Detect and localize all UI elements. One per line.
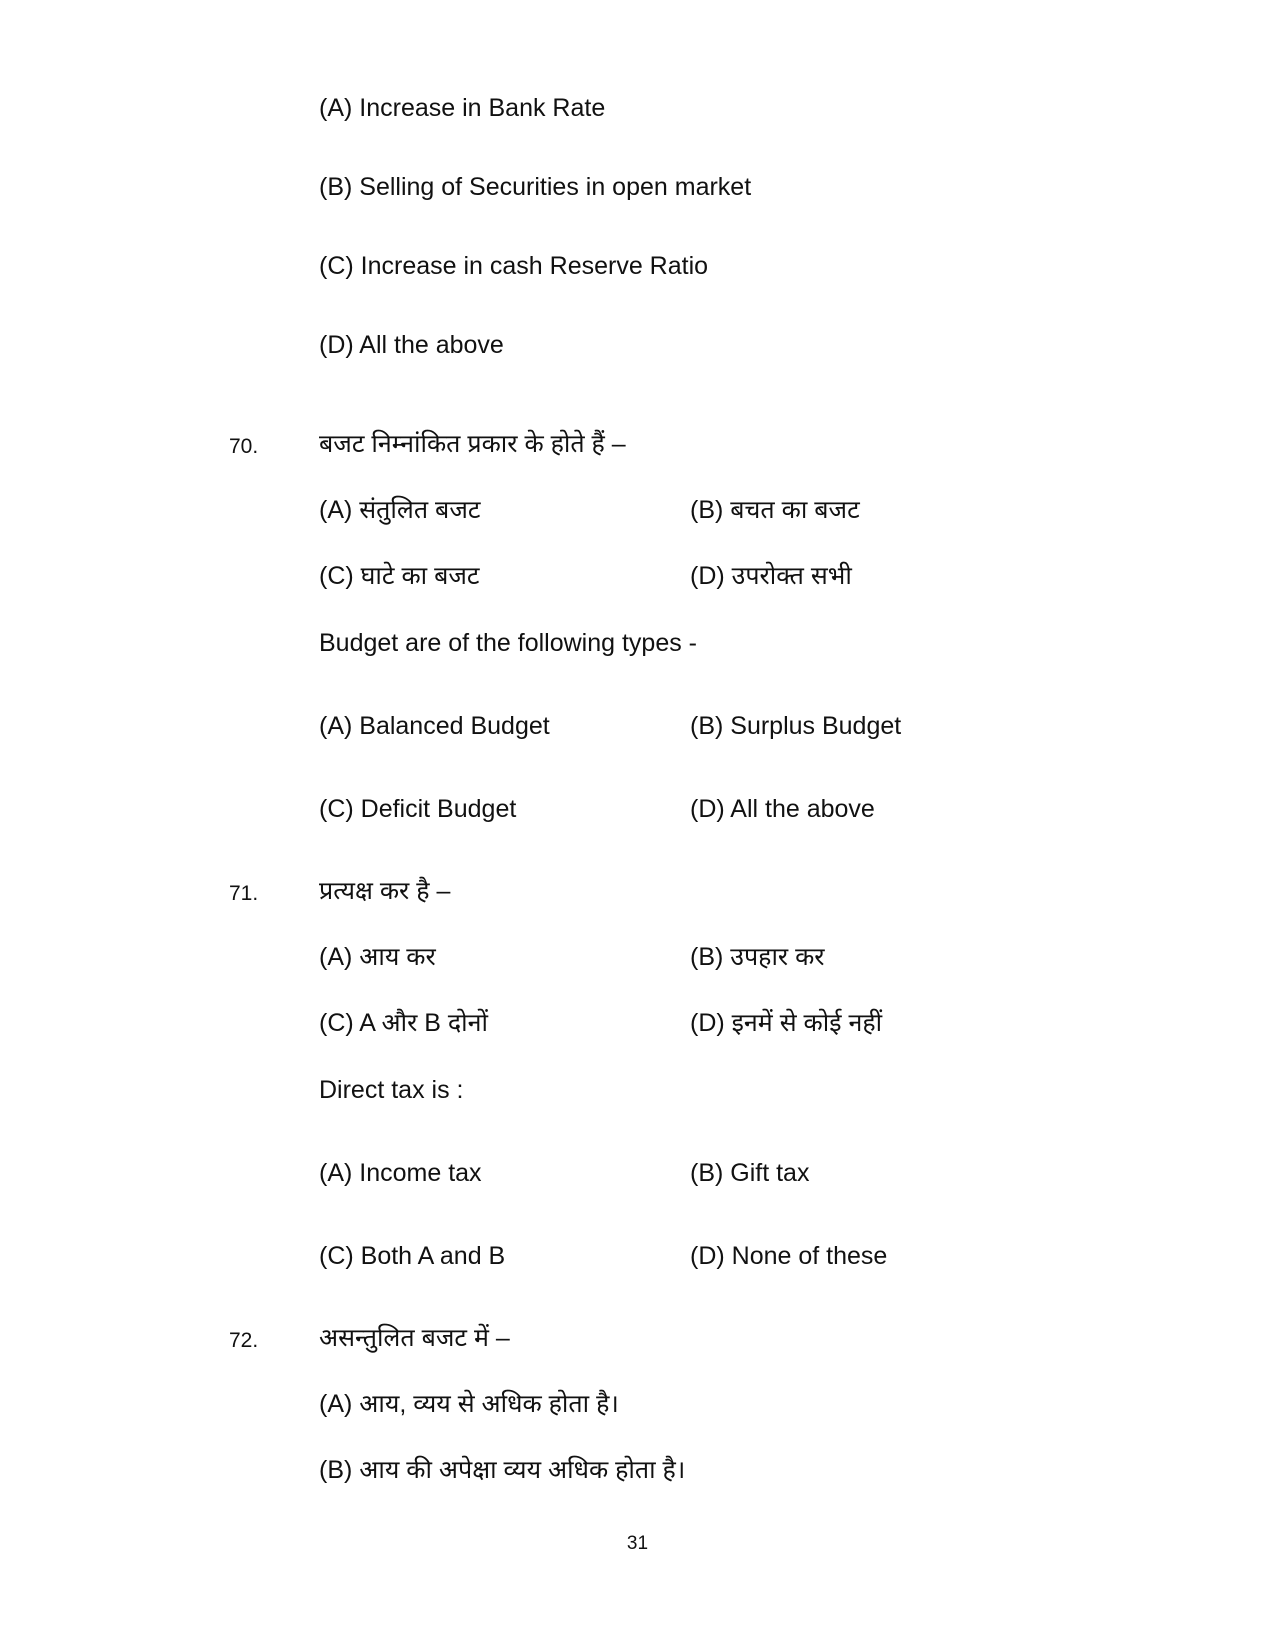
q70-hindi-option-d: (D) उपरोक्त सभी [690,562,852,590]
q70-number: 70. [229,435,259,458]
q70-hindi-option-a: (A) संतुलित बजट [319,496,481,524]
q72-hindi-option-a: (A) आय, व्यय से अधिक होता है। [319,1390,619,1418]
q70-english-question: Budget are of the following types - [319,629,698,657]
q71-english-question: Direct tax is : [319,1076,464,1104]
q72-hindi-question: असन्तुलित बजट में – [319,1324,510,1352]
page-number: 31 [626,1533,649,1554]
q71-hindi-question: प्रत्यक्ष कर है – [319,877,451,905]
q71-hindi-option-a: (A) आय कर [319,943,436,971]
q70-english-option-c: (C) Deficit Budget [319,795,517,823]
q70-hindi-option-b: (B) बचत का बजट [690,496,860,524]
q70-english-option-b: (B) Surplus Budget [690,712,902,740]
q71-english-option-b: (B) Gift tax [690,1159,810,1187]
q69-option-d: (D) All the above [319,331,504,359]
q70-english-option-a: (A) Balanced Budget [319,712,550,740]
q69-option-c: (C) Increase in cash Reserve Ratio [319,252,709,280]
q69-option-b: (B) Selling of Securities in open market [319,173,752,201]
q70-hindi-option-c: (C) घाटे का बजट [319,562,480,590]
q69-option-a: (A) Increase in Bank Rate [319,94,606,122]
q71-english-option-c: (C) Both A and B [319,1242,506,1270]
q70-english-option-d: (D) All the above [690,795,875,823]
q71-hindi-option-c: (C) A और B दोनों [319,1009,488,1037]
q72-number: 72. [229,1329,259,1352]
q71-number: 71. [229,882,259,905]
q71-hindi-option-b: (B) उपहार कर [690,943,825,971]
q70-hindi-question: बजट निम्नांकित प्रकार के होते हैं – [319,430,626,458]
q71-english-option-d: (D) None of these [690,1242,888,1270]
q71-hindi-option-d: (D) इनमें से कोई नहीं [690,1009,883,1037]
q72-hindi-option-b: (B) आय की अपेक्षा व्यय अधिक होता है। [319,1456,686,1484]
q71-english-option-a: (A) Income tax [319,1159,482,1187]
